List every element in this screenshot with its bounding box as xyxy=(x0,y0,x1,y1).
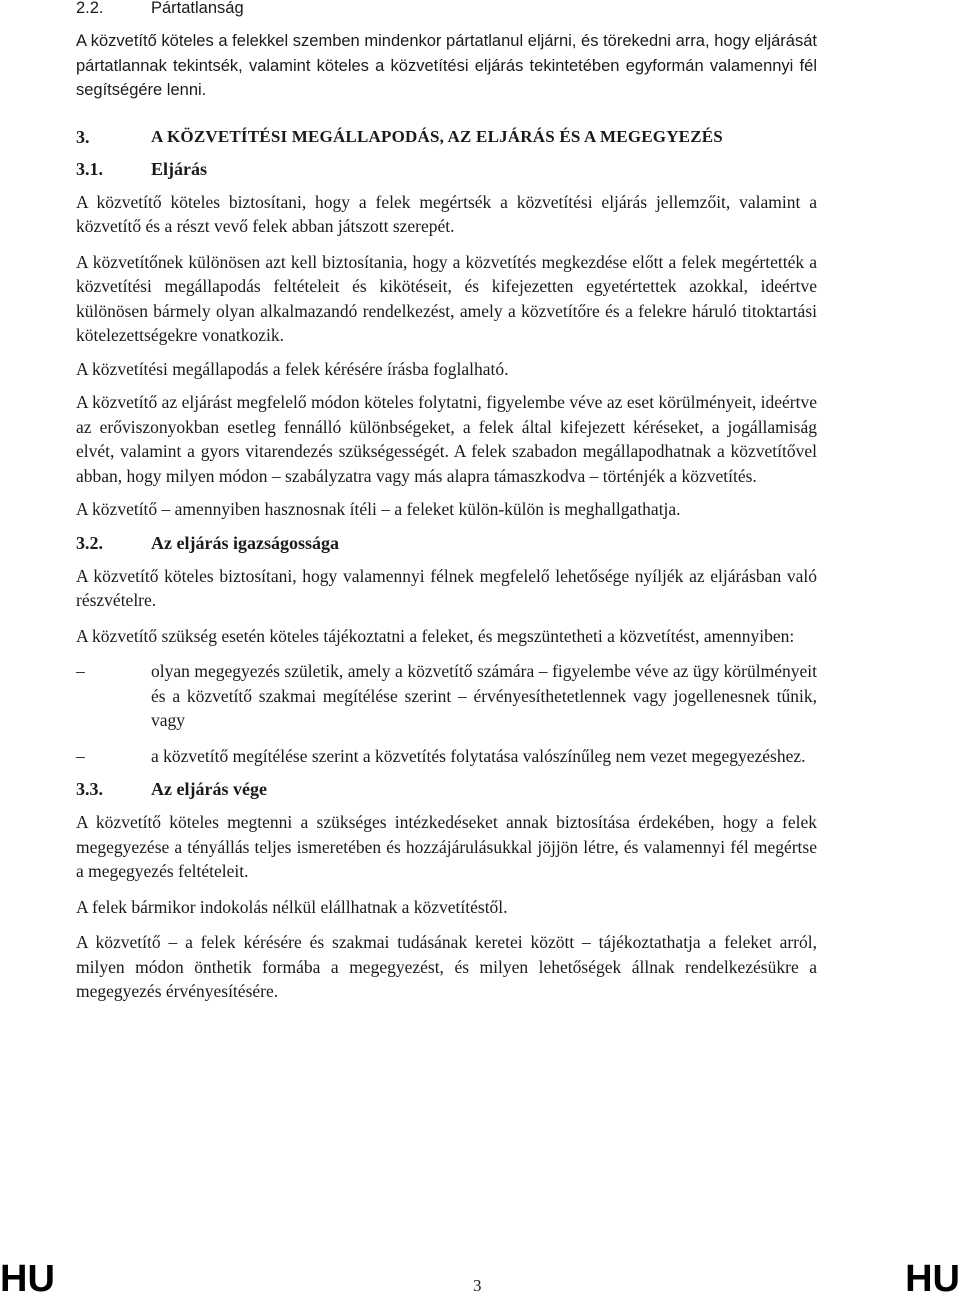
paragraph-end-2: A felek bármikor indokolás nélkül elállhatnak a közvetítéstől. xyxy=(76,896,508,917)
paragraph-fairness-1: A közvetítő köteles biztosítani, hogy valamennyi félnek megfelelő lehetősége nyíljék az eljárásban való részvételre. xyxy=(76,565,817,610)
section-heading-3-1 xyxy=(76,157,817,181)
section-number: 3.2. xyxy=(76,532,103,553)
section-number: 3.3. xyxy=(76,779,103,799)
page-number: 3 xyxy=(473,1276,482,1295)
paragraph-procedure-1: A közvetítő köteles biztosítani, hogy a felek megértsék a közvetítési eljárás jellemzőit, valamint a közvetítő és a részt vevő felek abban játszott szerepét. xyxy=(76,191,817,236)
section-title: A KÖZVETÍTÉSI MEGÁLLAPODÁS, AZ ELJÁRÁS ÉS A MEGEGYEZÉS xyxy=(151,126,723,146)
paragraph-procedure-2: A közvetítőnek különösen azt kell biztosítania, hogy a közvetítés megkezdése előtt a felek megértették a közvetítési megállapodás feltételeit és kikötéseit, és kifejezetten egyetértettek azokkal, ideértve különösen bármely olyan alkalmazandó rendelkezést, amely a közvetítőre és a felekre háruló titoktartási kötelezettségekre vonatkozik. xyxy=(76,251,817,345)
paragraph-end-3: A közvetítő – a felek kérésére és szakmai tudásának keretei között – tájékoztathatja a feleket arról, milyen módon önthetik formába a megegyezést, és milyen lehetőségek állnak rendelkezésükre a megegyezés érvényesítésére. xyxy=(76,932,817,1001)
list-item xyxy=(76,744,817,769)
section-number: 3.1. xyxy=(76,158,103,179)
footer-language-code-left: HU xyxy=(0,1258,55,1300)
list-item-text: a közvetítő megítélése szerint a közvetítés folytatása valószínűleg nem vezet megegyezéshez. xyxy=(151,745,806,766)
section-number: 3. xyxy=(76,126,90,147)
section-heading-2-2 xyxy=(76,0,817,20)
paragraph-impartiality: A közvetítő köteles a felekkel szemben mindenkor pártatlanul eljárni, és törekedni arra, hogy eljárását pártatlannak tekintsék, valamint köteles a közvetítési eljárás tekintetében egyformán valamennyi fél segítségére lenni. xyxy=(76,32,817,99)
dash-bullet: – xyxy=(76,745,85,766)
paragraph-end-1: A közvetítő köteles megtenni a szükséges intézkedéseket annak biztosítása érdekében, hogy a felek megegyezése a tényállás teljes ismeretében és hozzájárulásukkal jöjjön létre, és valamennyi fél megértse a megegyezés feltételeit. xyxy=(76,812,817,881)
section-title: Az eljárás vége xyxy=(151,779,267,799)
paragraph-procedure-4: A közvetítő az eljárást megfelelő módon köteles folytatni, figyelembe véve az eset körülményeit, ideértve az erőviszonyokban esetleg fennálló különbségeket, a felek által kifejezett kéréseket, a jogállamiság elvét, valamint a gyors vitarendezés szükségességét. A felek szabadon megállapodhatnak a közvetítővel abban, hogy milyen módon – szabályzatra vagy más alapra támaszkodva – történjék a közvetítés. xyxy=(76,392,817,486)
paragraph-fairness-2: A közvetítő szükség esetén köteles tájékoztatni a feleket, és megszüntetheti a közvetítést, amennyiben: xyxy=(76,625,795,646)
paragraph-procedure-5: A közvetítő – amennyiben hasznosnak ítéli – a feleket külön-külön is meghallgathatja. xyxy=(76,499,681,519)
section-heading-3 xyxy=(76,125,817,149)
dash-bullet: – xyxy=(76,661,85,681)
section-title: Eljárás xyxy=(151,158,207,179)
section-heading-3-2 xyxy=(76,531,817,555)
section-title: Az eljárás igazságossága xyxy=(151,532,339,553)
list-item-text: olyan megegyezés születik, amely a közvetítő számára – figyelembe véve az ügy körülményeit és a közvetítő szakmai megítélése szerint – érvényesíthetetlennek vagy jogellenesnek tűnik, vagy xyxy=(151,661,817,730)
list-item xyxy=(76,659,817,733)
paragraph-procedure-3: A közvetítési megállapodás a felek kérésére írásba foglalható. xyxy=(76,358,509,379)
section-number: 2.2. xyxy=(76,0,104,17)
footer-language-code-right: HU xyxy=(905,1258,960,1300)
section-heading-3-3 xyxy=(76,777,817,801)
document-body xyxy=(76,0,817,1004)
section-title: Pártatlanság xyxy=(151,0,244,17)
